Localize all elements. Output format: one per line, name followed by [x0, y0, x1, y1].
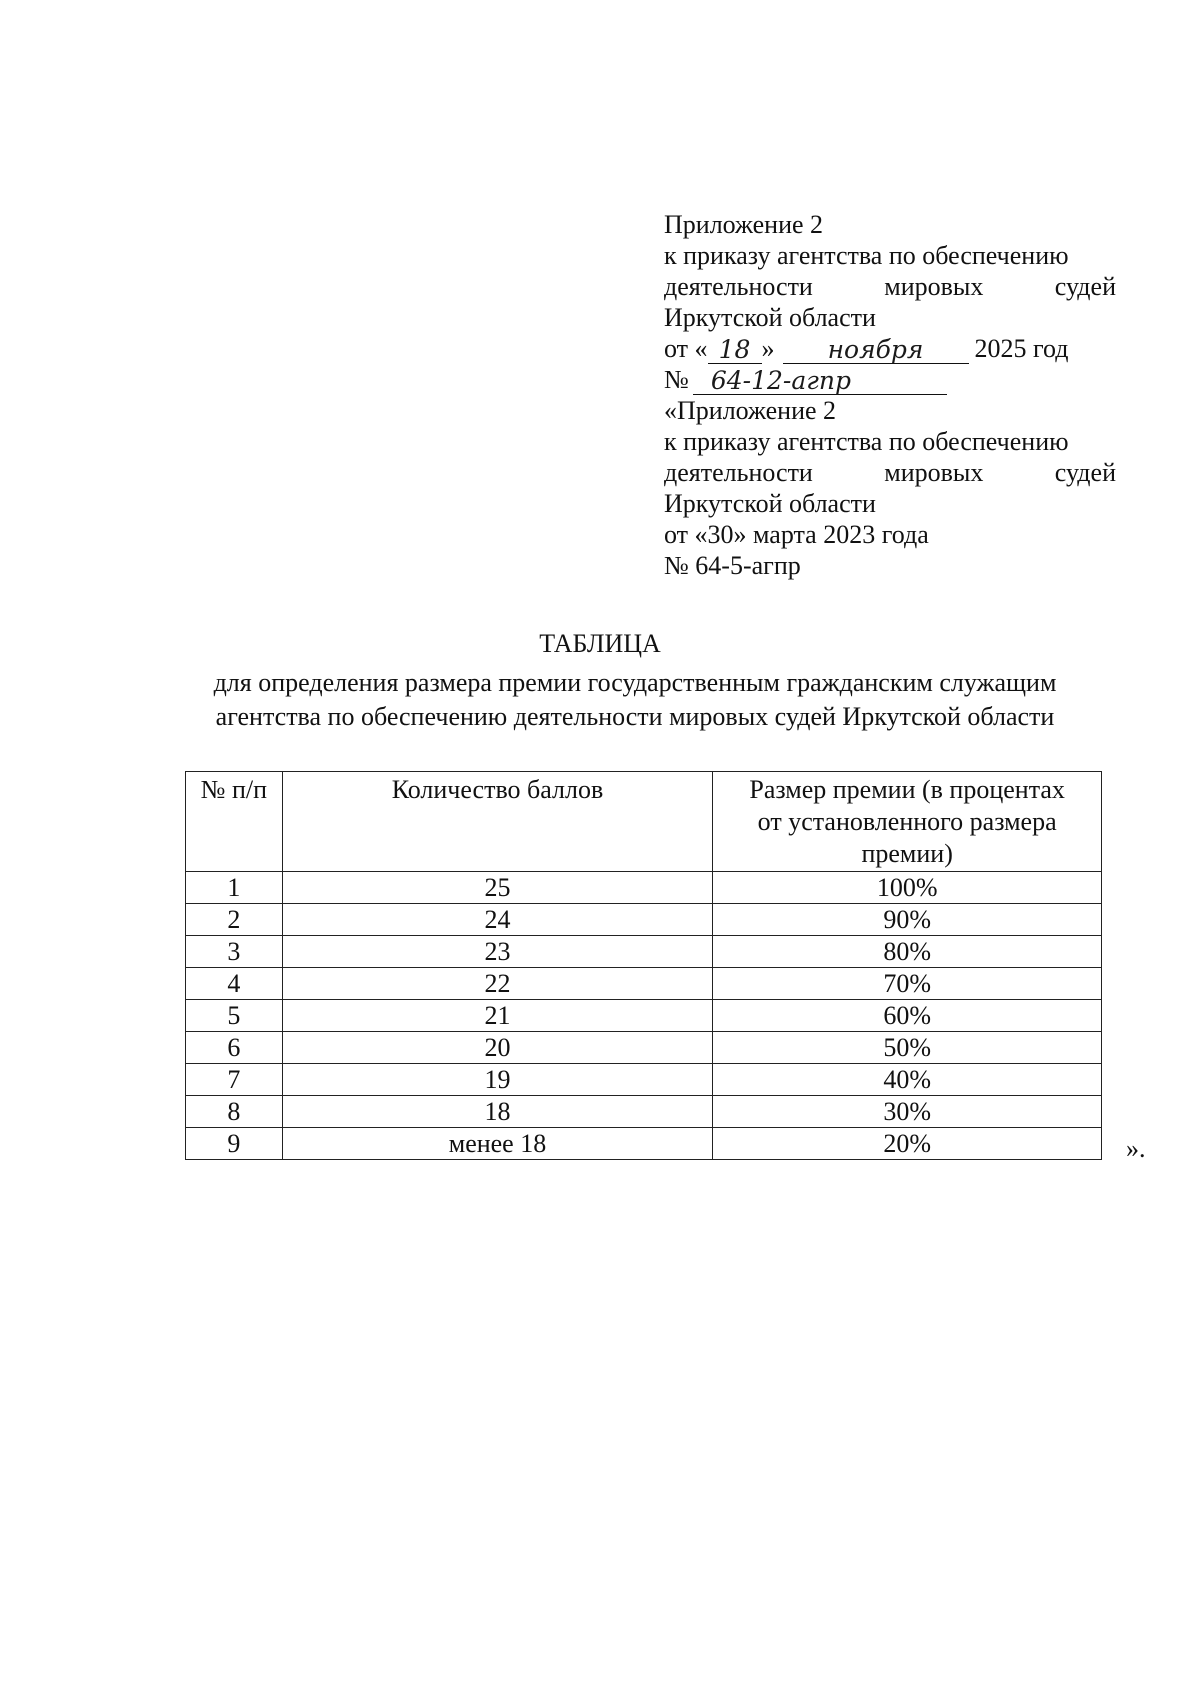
previous-appendix-title: «Приложение 2 — [664, 396, 837, 425]
appendix-date-line — [664, 333, 1116, 364]
handwritten-month: ноября — [783, 337, 969, 364]
cell-num: 5 — [186, 1000, 283, 1032]
cell-bonus: 50% — [713, 1032, 1102, 1064]
table-row — [186, 1064, 1102, 1096]
table-title: ТАБЛИЦА — [539, 629, 661, 658]
table-subtitle-line-2: агентства по обеспечению деятельности мировых судей Иркутской области — [215, 702, 1055, 731]
table-row — [186, 936, 1102, 968]
table-row — [186, 1000, 1102, 1032]
header-score: Количество баллов — [282, 772, 713, 872]
appendix-number-line — [664, 364, 1116, 395]
previous-org-word-2: мировых — [884, 458, 984, 487]
cell-score: 19 — [282, 1064, 713, 1096]
table-row — [186, 1032, 1102, 1064]
previous-org-word-3: судей — [1054, 458, 1116, 487]
cell-score: 18 — [282, 1096, 713, 1128]
number-prefix: № — [664, 365, 689, 394]
date-mid: » — [761, 334, 775, 363]
cell-num: 7 — [186, 1064, 283, 1096]
header-num: № п/п — [186, 772, 283, 872]
table-subtitle-line-1: для определения размера премии государственным гражданским служащим — [213, 668, 1057, 697]
header-bonus — [713, 772, 1102, 872]
appendix-org-word-3: судей — [1054, 272, 1116, 301]
previous-appendix-order-line: к приказу агентства по обеспечению — [664, 427, 1069, 456]
cell-num: 6 — [186, 1032, 283, 1064]
cell-bonus: 80% — [713, 936, 1102, 968]
handwritten-day: 18 — [708, 337, 762, 364]
previous-org-word-1: деятельности — [664, 458, 813, 487]
cell-bonus: 90% — [713, 904, 1102, 936]
appendix-region-line: Иркутской области — [664, 303, 876, 332]
closing-quote: ». — [1126, 1134, 1146, 1163]
previous-appendix-number: № 64-5-агпр — [664, 551, 801, 580]
cell-num: 4 — [186, 968, 283, 1000]
previous-appendix-region-line: Иркутской области — [664, 489, 876, 518]
table-row — [186, 872, 1102, 904]
cell-score: 21 — [282, 1000, 713, 1032]
previous-appendix-date: от «30» марта 2023 года — [664, 520, 929, 549]
appendix-title: Приложение 2 — [664, 210, 824, 239]
table-row — [186, 904, 1102, 936]
bonus-table — [185, 771, 1102, 1160]
appendix-org-line — [664, 271, 1116, 302]
table-subtitle — [150, 666, 1120, 734]
table-header-row — [186, 772, 1102, 872]
date-year: 2025 год — [974, 334, 1069, 363]
date-prefix: от « — [664, 334, 708, 363]
appendix-order-line: к приказу агентства по обеспечению — [664, 241, 1069, 270]
cell-score: 20 — [282, 1032, 713, 1064]
table-row — [186, 1128, 1102, 1160]
cell-bonus: 20% — [713, 1128, 1102, 1160]
cell-num: 2 — [186, 904, 283, 936]
table-row — [186, 968, 1102, 1000]
cell-bonus: 30% — [713, 1096, 1102, 1128]
header-bonus-line-1: Размер премии (в процентах — [749, 775, 1065, 804]
appendix-org-word-1: деятельности — [664, 272, 813, 301]
cell-bonus: 100% — [713, 872, 1102, 904]
cell-score: 22 — [282, 968, 713, 1000]
table-row — [186, 1096, 1102, 1128]
previous-appendix-org-line — [664, 457, 1116, 488]
cell-bonus: 40% — [713, 1064, 1102, 1096]
cell-score: 23 — [282, 936, 713, 968]
cell-score: 24 — [282, 904, 713, 936]
header-bonus-line-2: от установленного размера — [757, 807, 1057, 836]
cell-score: менее 18 — [282, 1128, 713, 1160]
cell-num: 8 — [186, 1096, 283, 1128]
appendix-header — [664, 209, 1116, 581]
cell-num: 1 — [186, 872, 283, 904]
cell-bonus: 70% — [713, 968, 1102, 1000]
cell-num: 9 — [186, 1128, 283, 1160]
cell-num: 3 — [186, 936, 283, 968]
cell-bonus: 60% — [713, 1000, 1102, 1032]
handwritten-number: 64-12-агпр — [693, 368, 947, 395]
appendix-org-word-2: мировых — [884, 272, 984, 301]
header-bonus-line-3: премии) — [861, 839, 953, 868]
cell-score: 25 — [282, 872, 713, 904]
